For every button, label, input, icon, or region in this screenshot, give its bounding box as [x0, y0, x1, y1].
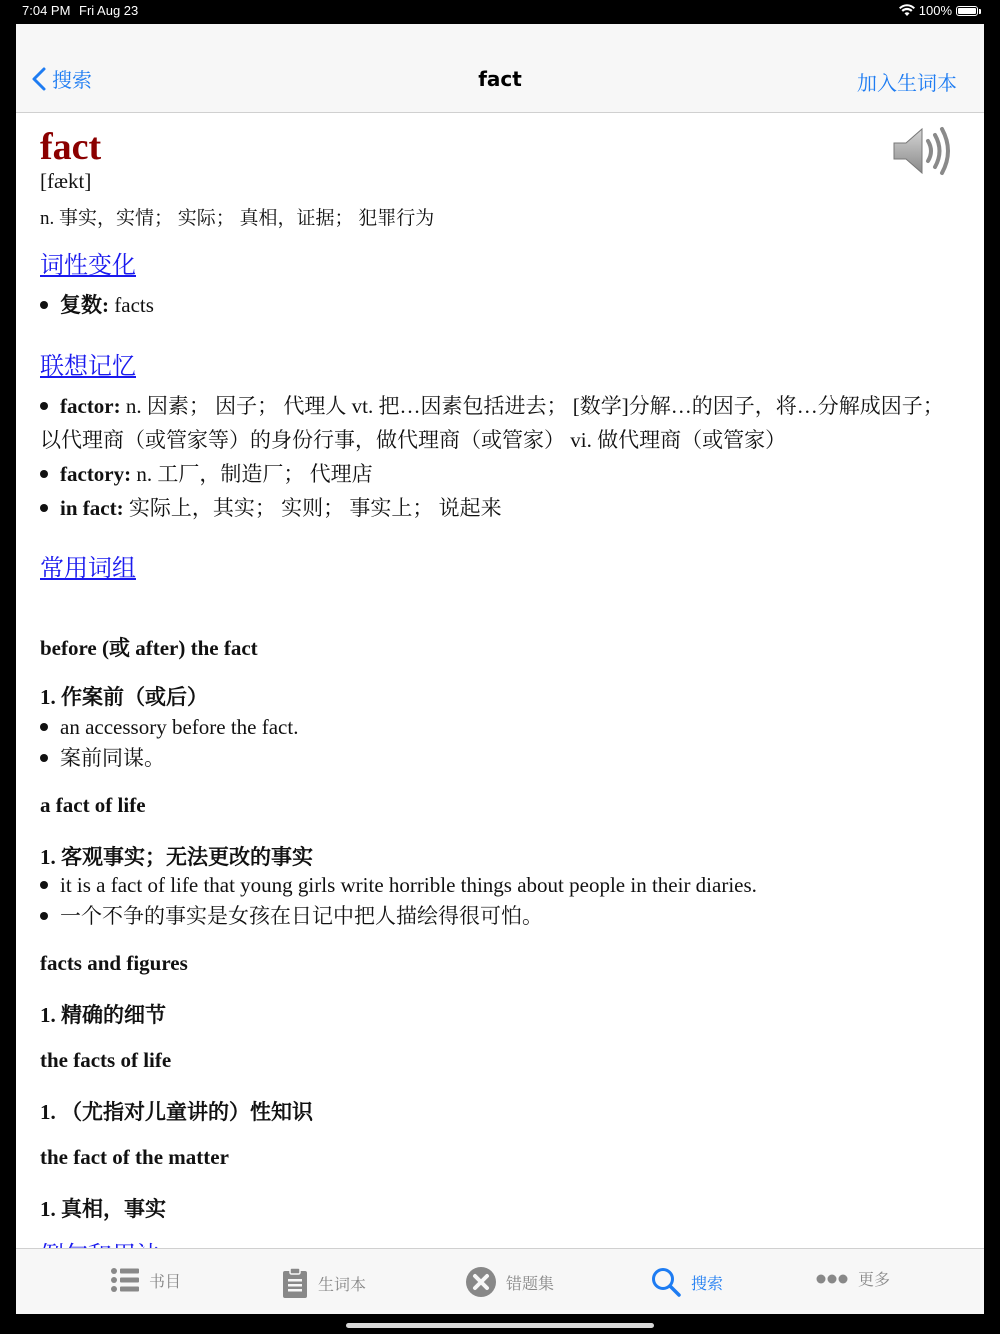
tab-label: 生词本	[318, 1274, 367, 1294]
phrase-sense: 1. 精确的细节	[40, 1003, 166, 1027]
page-title: fact	[478, 67, 522, 91]
tab-label: 书目	[149, 1271, 182, 1291]
tab-label: 更多	[858, 1270, 891, 1289]
item-label: in fact:	[60, 496, 124, 520]
example-text: it is a fact of life that young girls write horrible things about people in their diaries.	[60, 873, 757, 897]
entry-content	[16, 113, 984, 1249]
item-value: 实际上，其实； 实则； 事实上； 说起来	[123, 496, 502, 520]
phrase-title: a fact of life	[40, 793, 146, 817]
tab-bar	[16, 1248, 984, 1314]
navigation-bar	[16, 24, 984, 113]
phrase-title: the facts of life	[40, 1048, 172, 1072]
list-item	[40, 457, 954, 491]
speaker-icon[interactable]	[892, 125, 954, 182]
section-phrases-link[interactable]: 常用词组	[40, 554, 136, 582]
tab-search[interactable]	[651, 1267, 723, 1297]
phrase-title: before (或 after) the fact	[40, 636, 258, 660]
list-item	[40, 288, 954, 322]
item-value: n. 因素； 因子； 代理人 vt. 把…因素包括进去； [数学]分解…的因子，将…分解成因子； 以代理商（或管家等）的身份行事，做代理商（或管家） vi. 做代理商（或管家）	[40, 394, 944, 452]
home-indicator[interactable]	[346, 1323, 654, 1328]
phrase-sense: 1. 作案前（或后）	[40, 685, 208, 709]
example-item	[40, 868, 954, 902]
headword: fact	[40, 126, 102, 168]
example-item	[40, 710, 954, 744]
definition: n. 事实，实情； 实际； 真相，证据； 犯罪行为	[40, 208, 435, 229]
tab-wordbook[interactable]	[282, 1267, 366, 1299]
list-item	[40, 491, 954, 525]
phrase-sense: 1. 真相，事实	[40, 1197, 166, 1221]
status-date: Fri Aug 23	[79, 3, 139, 18]
list-item	[40, 389, 954, 457]
add-to-wordbook-button[interactable]: 加入生词本	[857, 71, 957, 95]
phonetic: [fækt]	[40, 169, 92, 193]
item-value: facts	[109, 293, 154, 317]
item-label: factory:	[60, 462, 132, 486]
status-time: 7:04 PM	[22, 3, 71, 18]
clipboard-icon	[282, 1267, 308, 1299]
phrase-sense: 1. （尤指对儿童讲的）性知识	[40, 1100, 313, 1124]
battery-icon	[956, 6, 978, 16]
back-label: 搜索	[52, 68, 92, 92]
tab-label: 错题集	[506, 1273, 555, 1293]
example-item	[40, 899, 954, 933]
tab-more[interactable]	[816, 1267, 890, 1290]
tab-catalog[interactable]	[111, 1267, 181, 1293]
item-label: 复数:	[60, 293, 109, 317]
item-label: factor:	[60, 394, 121, 418]
example-text: 一个不争的事实是女孩在日记中把人描绘得很可怕。	[60, 904, 543, 928]
phrase-title: the fact of the matter	[40, 1145, 229, 1169]
list-icon	[111, 1267, 139, 1293]
section-inflection-link[interactable]: 词性变化	[40, 251, 136, 279]
phrase-title: facts and figures	[40, 951, 188, 975]
more-icon	[816, 1274, 848, 1284]
example-text: 案前同谋。	[60, 746, 165, 770]
wifi-icon	[899, 5, 915, 17]
status-bar	[0, 0, 1000, 22]
example-item	[40, 741, 954, 775]
dictionary-sheet	[16, 24, 984, 1314]
tab-label: 搜索	[691, 1273, 724, 1293]
status-right	[899, 3, 978, 18]
item-value: n. 工厂，制造厂； 代理店	[131, 462, 373, 486]
battery-percent: 100%	[918, 3, 952, 18]
tab-mistakes[interactable]	[466, 1267, 554, 1297]
x-circle-icon	[466, 1267, 496, 1297]
search-icon	[651, 1267, 681, 1297]
example-text: an accessory before the fact.	[60, 715, 299, 739]
section-association-link[interactable]: 联想记忆	[40, 352, 136, 380]
phrase-sense: 1. 客观事实；无法更改的事实	[40, 845, 313, 869]
